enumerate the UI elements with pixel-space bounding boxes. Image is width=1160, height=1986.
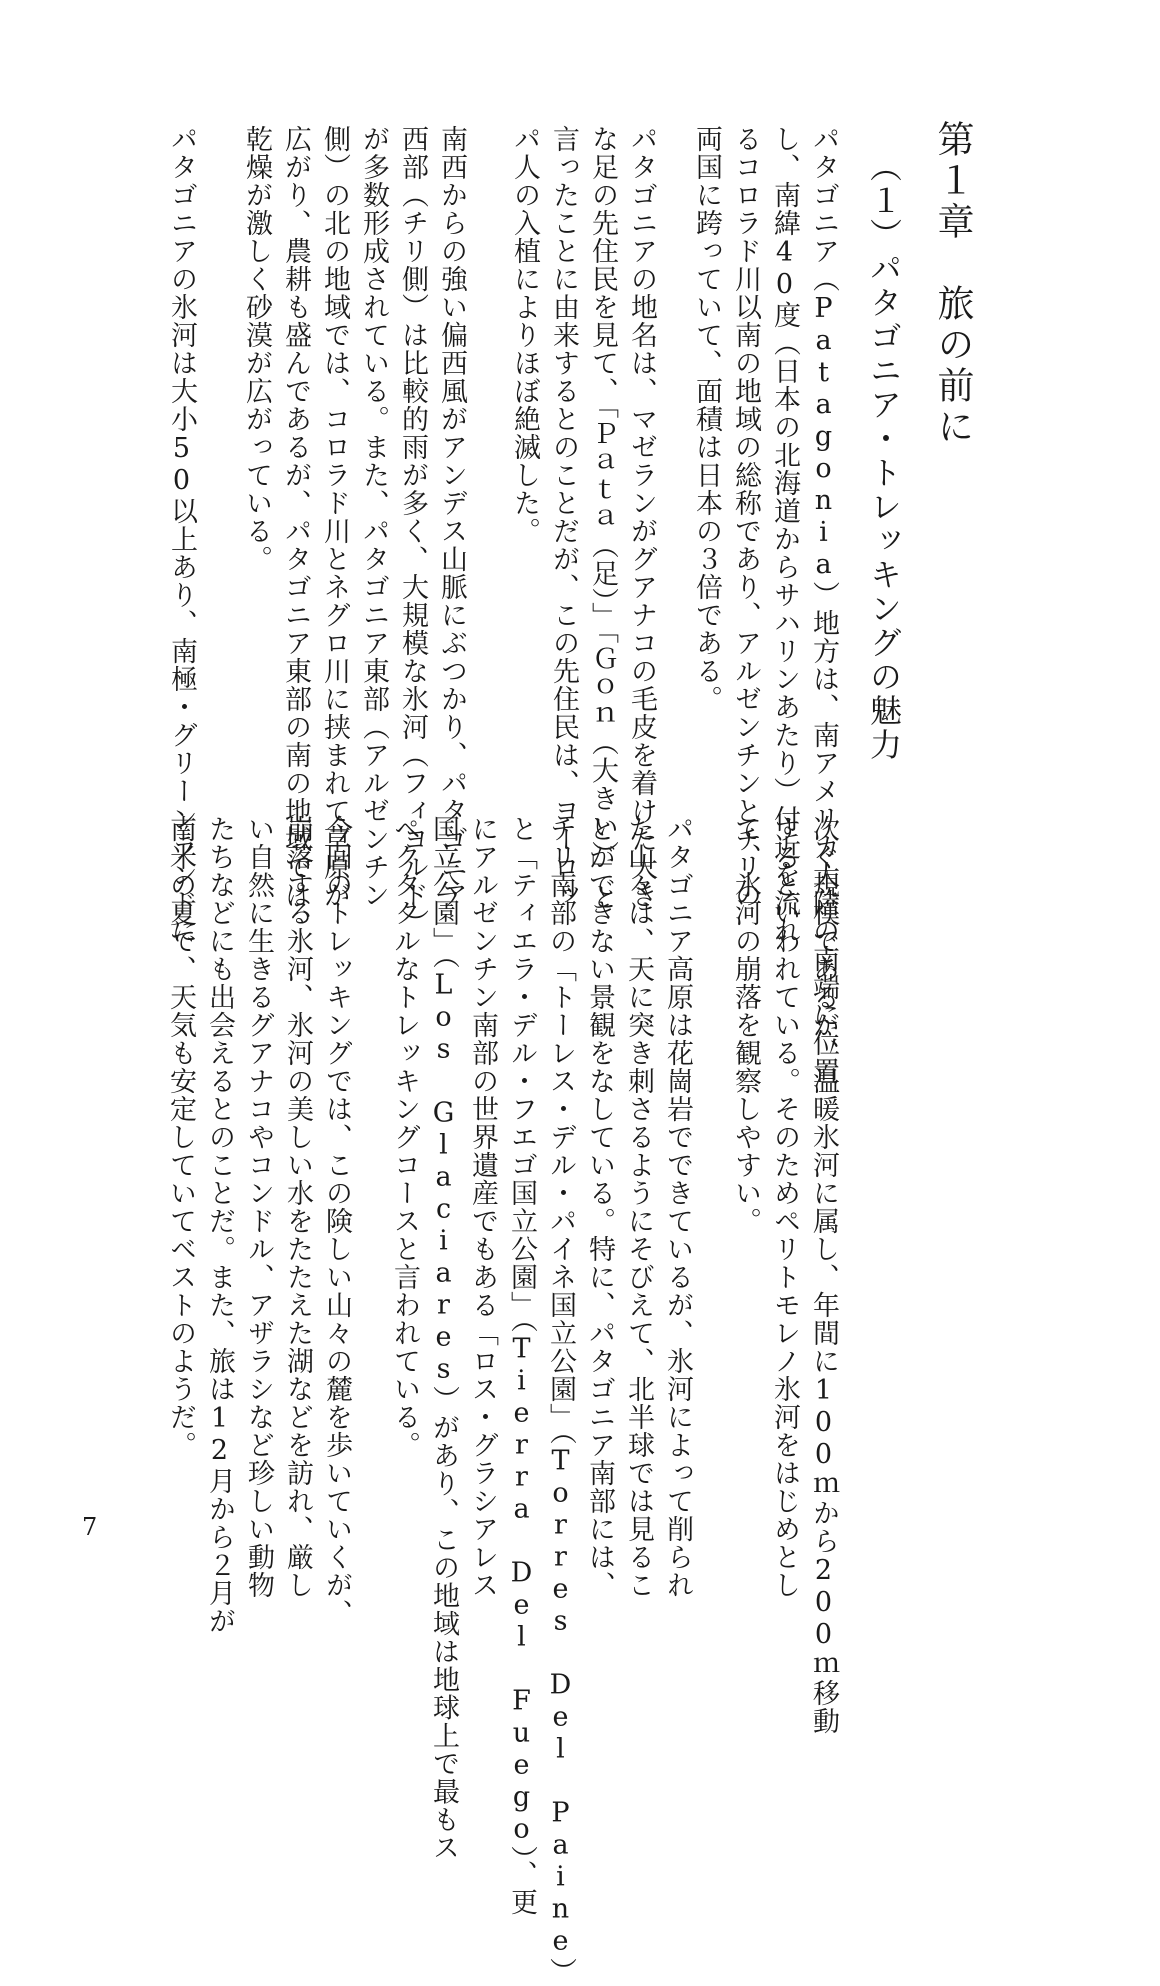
body-column: パタゴニアの氷河は大小50以上あり、南極・グリーンランドに xyxy=(166,125,197,945)
body-column: た山々は、天に突き刺さるようにそびえて、北半球では見るこ xyxy=(623,815,654,1599)
body-column: 言ったことに由来するとのことだが、この先住民は、ヨーロッ xyxy=(548,125,579,909)
body-column: 南米の夏で、天気も安定していてベストのようだ。 xyxy=(165,815,196,1459)
body-column: 今回のトレッキングでは、この険しい山々の麓を歩いていくが、 xyxy=(321,815,352,1627)
body-column: するといわれている。そのためペリトモレノ氷河をはじめとし xyxy=(769,815,800,1599)
body-column: パタゴニア（Patagonia）地方は、南アメリカ大陸の南端に位置 xyxy=(808,125,839,1085)
body-column: 崩落する氷河、氷河の美しい水をたたえた湖などを訪れ、厳し xyxy=(282,815,313,1599)
body-column: 乾燥が激しく砂漠が広がっている。 xyxy=(241,125,272,573)
body-column: たちなどにも出会えるとのことだ。また、旅は12月から２月が xyxy=(204,815,235,1635)
body-column: 側）の北の地域では、コロラド川とネグロ川に挟まれて草原が xyxy=(319,125,350,909)
body-column: パタゴニアの地名は、マゼランがグアナコの毛皮を着けた大き xyxy=(626,125,657,909)
body-column: とができない景観をなしている。特に、パタゴニア南部には、 xyxy=(584,815,615,1599)
body-column: ペクタクルなトレッキングコースと言われている。 xyxy=(389,815,420,1459)
body-column: パタゴニア高原は花崗岩でできているが、氷河によって削られ xyxy=(662,815,693,1599)
body-column: 国立公園」（Los Glaciares）があり、この地域は地球上で最もス xyxy=(428,815,459,1862)
body-column: にアルゼンチン南部の世界遺産でもある「ロス・グラシアレス xyxy=(467,815,498,1599)
body-column: 南西からの強い偏西風がアンデス山脈にぶつかり、パタゴニア xyxy=(436,125,467,909)
body-column: るコロラド川以南の地域の総称であり、アルゼンチンとチリの xyxy=(730,125,761,909)
body-column: パ人の入植によりほぼ絶滅した。 xyxy=(509,125,540,545)
page-number: 7 xyxy=(82,1513,98,1541)
body-column: と「ティエラ・デル・フエゴ国立公園」（Tierra Del Fuego）、更 xyxy=(506,815,537,1916)
body-column: 次ぐ規模であるが、温暖氷河に属し、年間に100ｍから200ｍ移動 xyxy=(808,815,839,1735)
body-column: 西部（チリ側）は比較的雨が多く、大規模な氷河（フィヨルド） xyxy=(397,125,428,937)
section-title: （１）パタゴニア・トレッキングの魅力 xyxy=(865,150,903,762)
chapter-title: 第１章 旅の前に xyxy=(931,120,974,448)
body-column: 広がり、農耕も盛んであるが、パタゴニア東部の南の地域では、 xyxy=(280,125,311,937)
body-column: い自然に生きるグアナコやコンドル、アザラシなど珍しい動物 xyxy=(243,815,274,1599)
body-column: な足の先住民を見て、「Ｐａｔａ（足）」「Ｇｏｎ（大きい）」と xyxy=(587,125,618,911)
body-column: チリ南部の「トーレス・デル・パイネ国立公園」（Torres Del Paine） xyxy=(545,815,576,1986)
body-column: が多数形成されている。また、パタゴニア東部（アルゼンチン xyxy=(358,125,389,909)
body-column: し、南緯40度（日本の北海道からサハリンあたり）付近を流れ xyxy=(769,125,800,945)
body-column: 両国に跨っていて、面積は日本の３倍である。 xyxy=(691,125,722,713)
body-column: て、氷河の崩落を観察しやすい。 xyxy=(730,815,761,1235)
